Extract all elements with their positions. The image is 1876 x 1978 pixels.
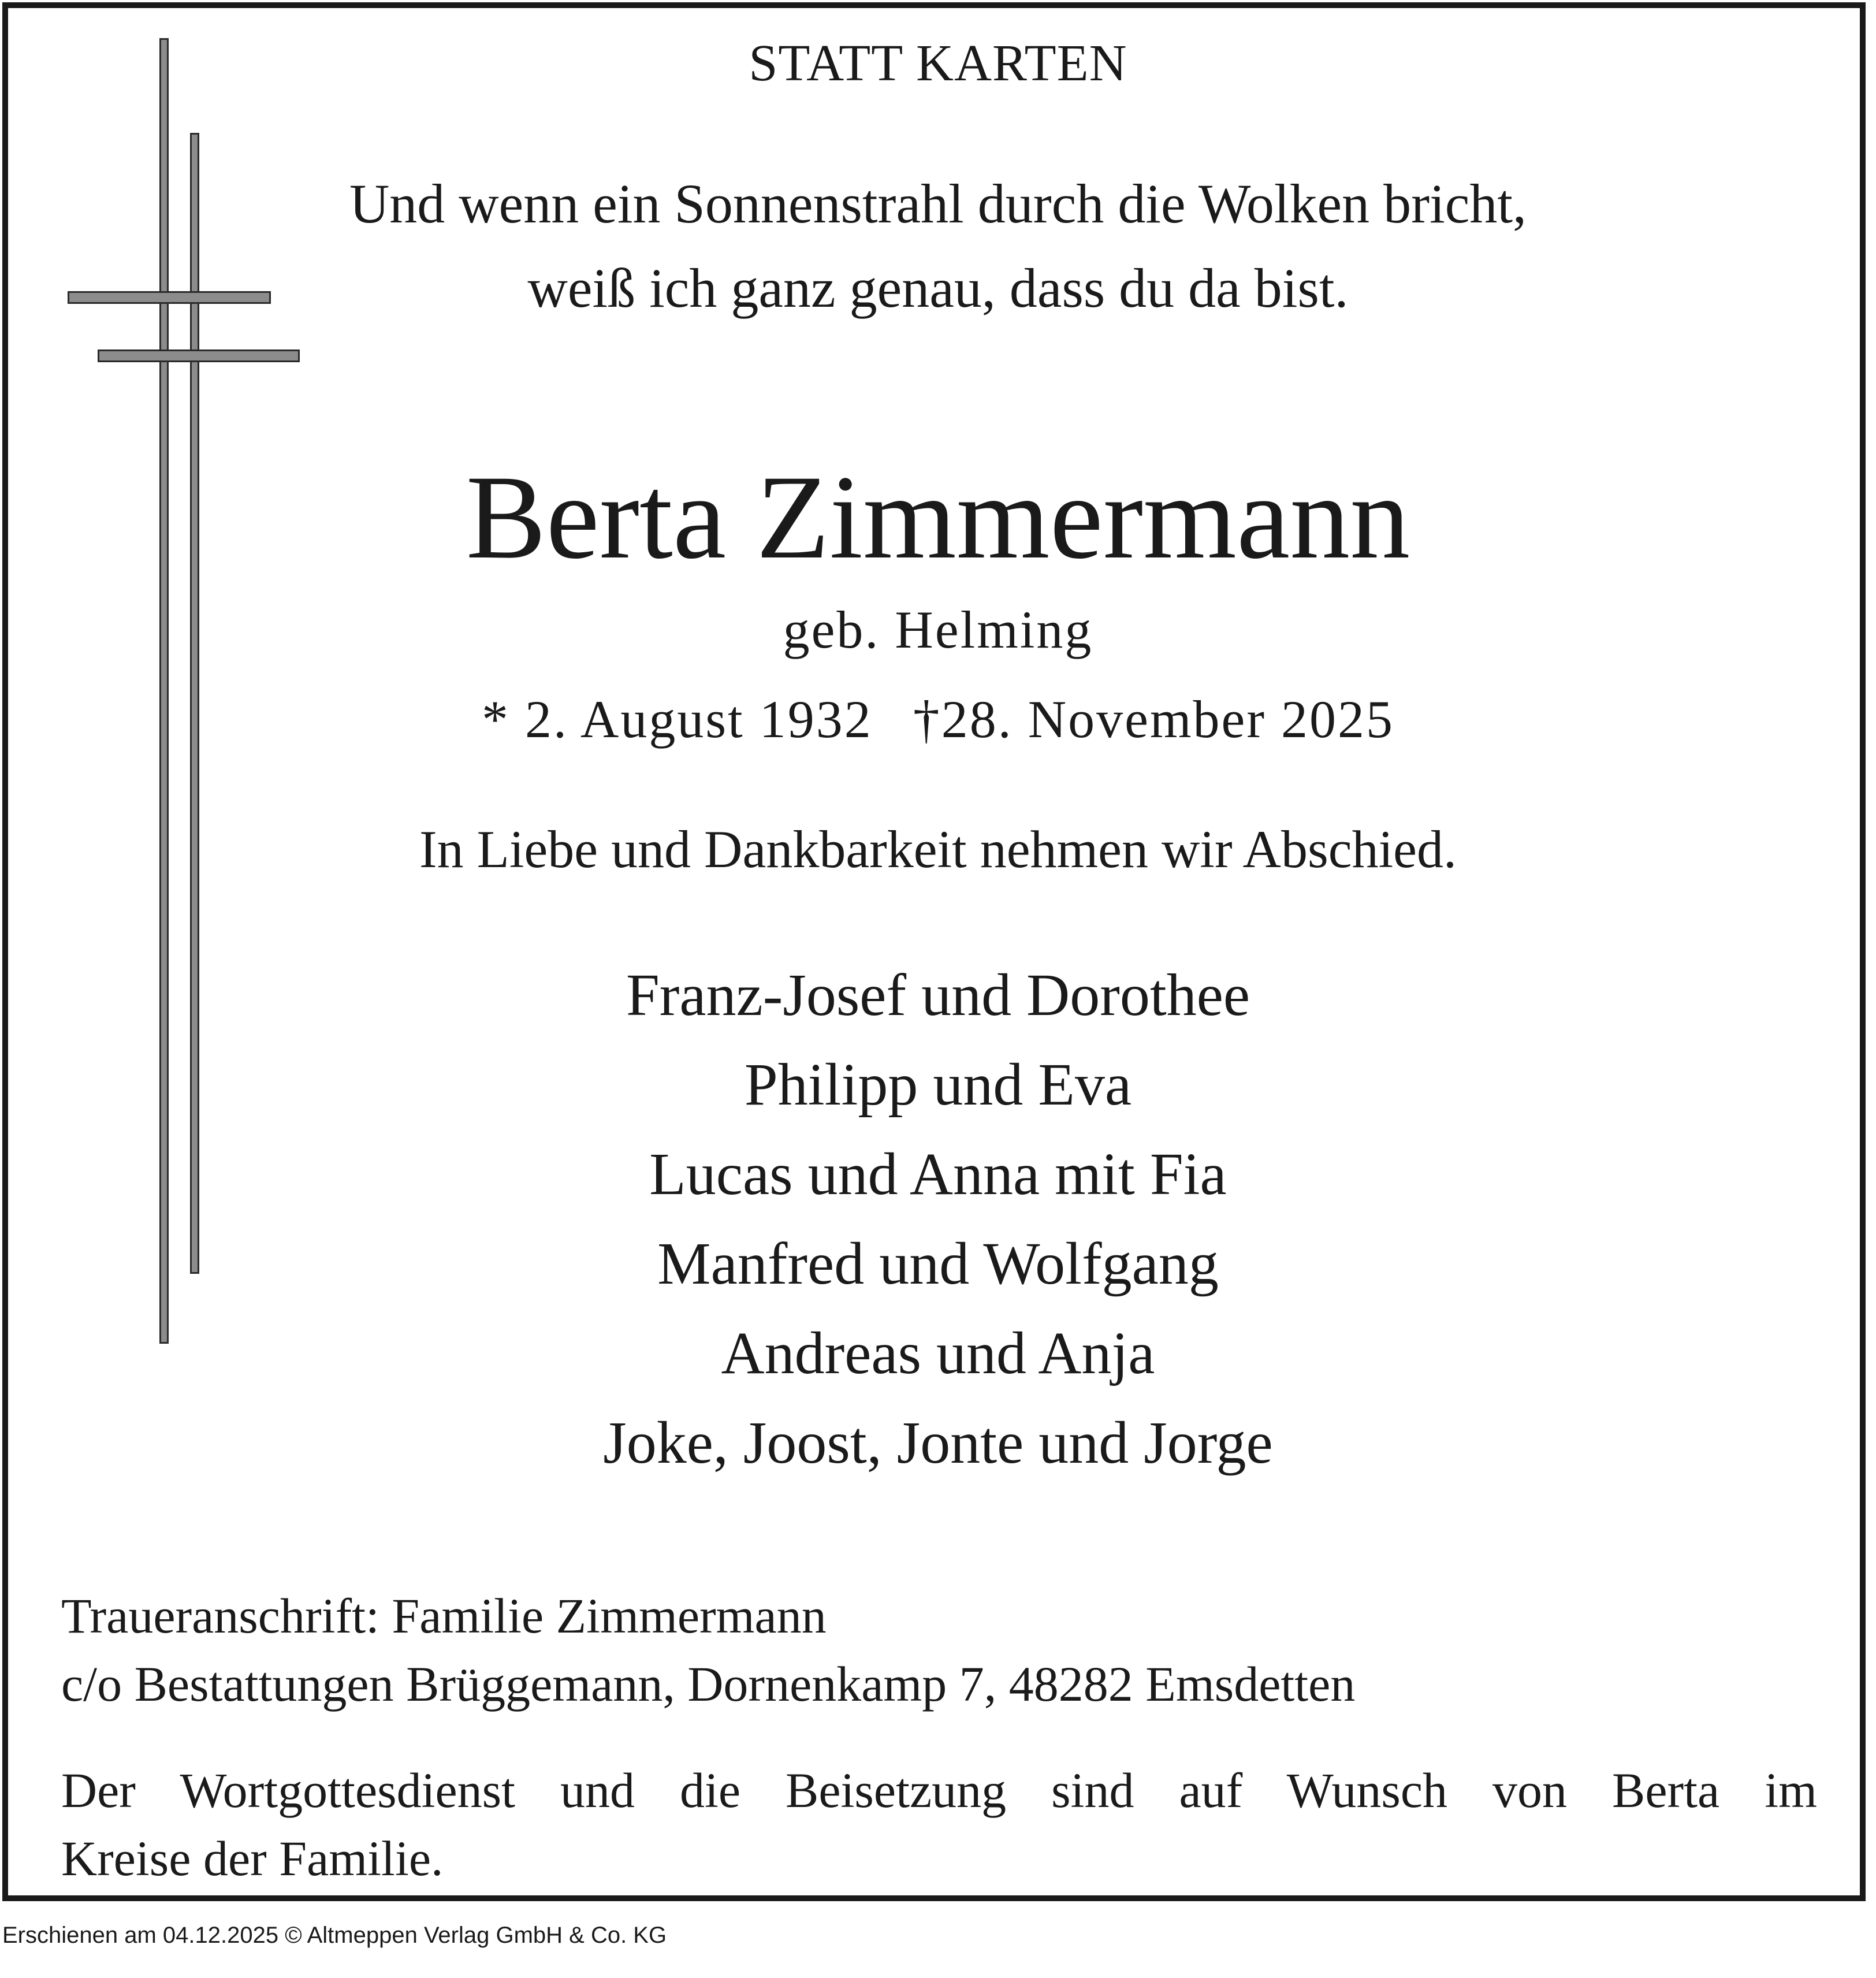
- motto-line: weiß ich ganz genau, dass du da bist.: [527, 257, 1349, 319]
- death-date: †28. November 2025: [913, 690, 1395, 749]
- deceased-name: Berta Zimmermann: [466, 451, 1410, 583]
- birth-name: geb. Helming: [783, 600, 1093, 659]
- mourner-entry: Lucas und Anna mit Fia: [649, 1141, 1227, 1207]
- mourning-address: [61, 1582, 1355, 1718]
- publication-footer: Erschienen am 04.12.2025 © Altmeppen Verlag GmbH & Co. KG: [2, 1923, 667, 1948]
- motto-line: Und wenn ein Sonnenstrahl durch die Wolken bricht,: [349, 173, 1527, 235]
- farewell-line: In Liebe und Dankbarkeit nehmen wir Abschied.: [419, 820, 1457, 879]
- service-line: Kreise der Familie.: [61, 1831, 444, 1886]
- life-dates: [0, 687, 1876, 751]
- mourner-entry: Andreas und Anja: [721, 1320, 1155, 1386]
- mourner-entry: Franz-Josef und Dorothee: [626, 962, 1250, 1028]
- mourner-entry: Joke, Joost, Jonte und Jorge: [603, 1410, 1273, 1476]
- address-line: c/o Bestattungen Brüggemann, Dornenkamp 7, 48282 Emsdetten: [61, 1656, 1356, 1712]
- notice-heading: STATT KARTEN: [749, 35, 1127, 92]
- service-note: [61, 1756, 1817, 1893]
- motto-quote: [0, 162, 1876, 330]
- cross-horizontal-bar-lower: [98, 350, 300, 362]
- address-line: Traueranschrift: Familie Zimmermann: [61, 1588, 827, 1644]
- birth-date: * 2. August 1932: [481, 690, 873, 749]
- mourner-entry: Philipp und Eva: [744, 1051, 1132, 1118]
- mourners-list: [0, 950, 1876, 1488]
- service-line: Der Wortgottesdienst und die Beisetzung sind auf Wunsch von Berta im: [61, 1763, 1817, 1818]
- mourner-entry: Manfred und Wolfgang: [657, 1230, 1219, 1297]
